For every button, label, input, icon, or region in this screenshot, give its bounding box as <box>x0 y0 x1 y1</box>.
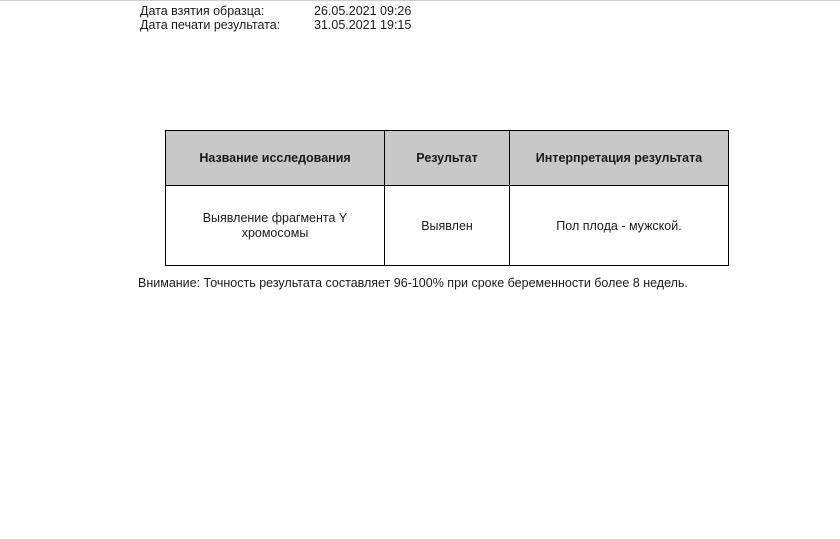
header-study-name: Название исследования <box>166 131 385 186</box>
sample-date-value: 26.05.2021 09:26 <box>314 4 412 18</box>
cell-result: Выявлен <box>385 186 510 266</box>
print-date-label: Дата печати результата: <box>140 18 281 32</box>
study-name-line1: Выявление фрагмента Y <box>202 210 348 225</box>
accuracy-note: Внимание: Точность результата составляет 96-100% при сроке беременности более 8 недель. <box>138 276 688 290</box>
table-row <box>166 186 729 266</box>
study-name-line2: хромосомы <box>241 225 309 240</box>
page-top-border <box>0 0 840 1</box>
print-date-row <box>140 18 411 32</box>
cell-interpretation: Пол плода - мужской. <box>510 186 729 266</box>
header-result: Результат <box>385 131 510 186</box>
cell-study-name <box>166 186 385 266</box>
corner-mark: ' <box>836 0 838 7</box>
results-table <box>165 130 729 266</box>
table-header-row <box>166 131 729 186</box>
print-date-value: 31.05.2021 19:15 <box>314 18 412 32</box>
sample-date-row <box>140 4 411 18</box>
header-interpretation: Интерпретация результата <box>510 131 729 186</box>
sample-date-label: Дата взятия образца: <box>140 4 265 18</box>
